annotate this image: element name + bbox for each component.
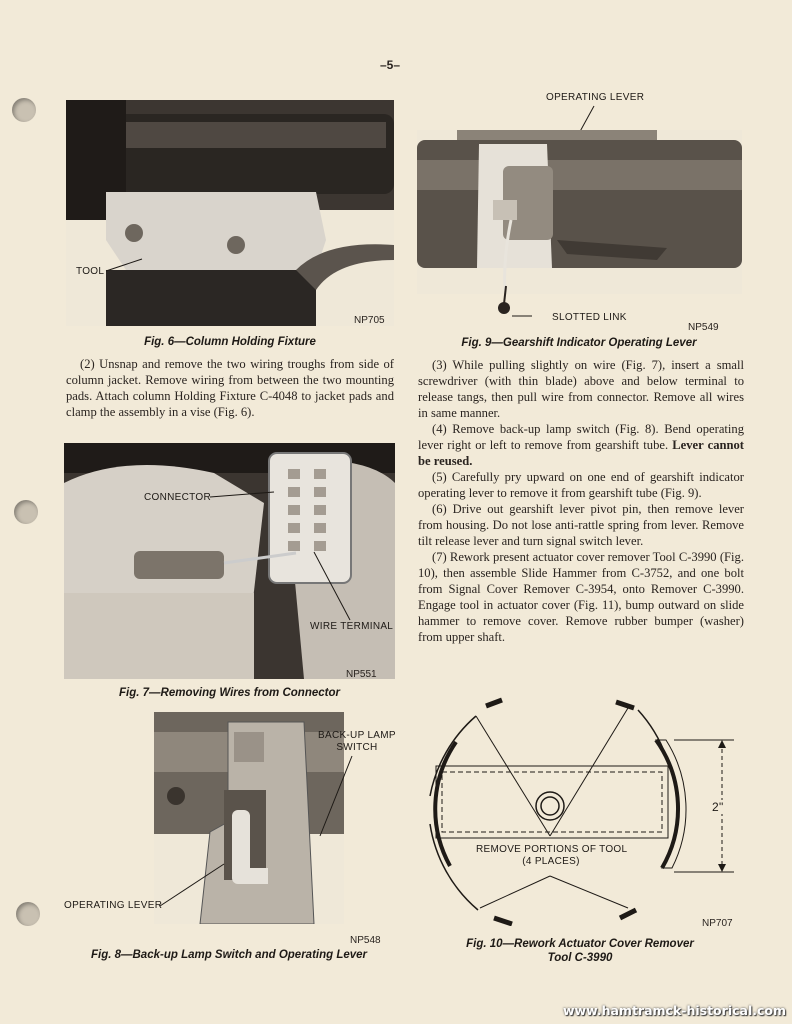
paragraph-4-text: (4) Remove back-up lamp switch (Fig. 8). Bend operating lever right or left to remove from gearshift tube. [418,422,744,452]
fig10-label-remove-portions [476,844,626,868]
binder-hole-bottom [16,902,40,926]
fig8-label-switch-line2: SWITCH [336,742,378,753]
fig8-code: NP548 [350,935,381,946]
fig8-label-operating-lever: OPERATING LEVER [64,900,163,911]
right-column-text [418,357,744,645]
fig7-wire-leader [312,550,356,622]
paragraph-5: (5) Carefully pry upward on one end of gearshift indicator operating lever to remove it from gearshift tube (Fig. 9). [418,470,744,500]
fig10-caption [430,937,730,965]
fig10-caption-line1: Fig. 10—Rework Actuator Cover Remover [466,938,694,950]
binder-hole-top [12,98,36,122]
paragraph-3: (3) While pulling slightly on wire (Fig. 7), insert a small screwdriver (with thin blade) above and below terminal to release tangs, then pull wire from connector. Remove all wires in same manner. [418,358,744,420]
fig7-caption: Fig. 7—Removing Wires from Connector [119,687,340,699]
left-column-text [66,356,394,420]
paragraph-2: (2) Unsnap and remove the two wiring troughs from side of column jacket. Remove wiring from between the two mounting pads. Attach column Holding Fixture C-4048 to jacket pads and clamp the assembly in a vise (Fig. 6). [66,357,394,419]
fig6-photo [66,100,394,326]
paragraph-6: (6) Drive out gearshift lever pivot pin, then remove lever from housing. Do not lose anti-rattle spring from lever. Remove tilt release lever and turn signal switch lever. [418,502,744,548]
fig7-connector-leader [208,488,278,502]
fig9-label-operating-lever: OPERATING LEVER [546,92,645,103]
fig10-remove-line1: REMOVE PORTIONS OF TOOL [476,844,628,855]
fig9-caption: Fig. 9—Gearshift Indicator Operating Lever [461,337,697,349]
page-number: –5– [380,58,401,72]
fig9-label-slotted-link: SLOTTED LINK [552,312,627,323]
fig6-illustration [66,100,394,326]
fig6-caption: Fig. 6—Column Holding Fixture [144,336,316,348]
fig7-label-connector: CONNECTOR [144,492,211,503]
fig9-code: NP549 [688,322,719,333]
fig6-label-tool: TOOL [76,266,105,277]
fig10-diagram [416,696,742,926]
fig8-caption: Fig. 8—Back-up Lamp Switch and Operating Lever [90,949,368,961]
fig9-photo [417,130,742,294]
paragraph-4 [418,421,744,469]
fig6-leader-line [104,256,144,276]
fig10-code: NP707 [702,918,733,929]
fig8-label-backup-lamp-switch [318,730,396,754]
fig7-label-wire-terminal: WIRE TERMINAL [310,621,394,632]
paragraph-4-warning: Lever cannot be reused. [418,438,744,468]
fig9-slotted-link-icon [488,284,532,324]
fig7-code: NP551 [346,669,377,680]
fig10-dimension: 2" [712,800,724,814]
fig8-lever-leader [158,860,228,910]
fig8-switch-leader [316,754,356,838]
fig8-label-switch-line1: BACK-UP LAMP [318,730,396,741]
binder-hole-middle [14,500,38,524]
fig10-remove-line2: (4 PLACES) [522,856,580,867]
fig10-caption-line2: Tool C-3990 [547,952,613,964]
fig6-code: NP705 [354,315,385,326]
fig9-illustration [417,130,742,294]
paragraph-7: (7) Rework present actuator cover remover Tool C-3990 (Fig. 10), then assemble Slide Hammer from C-3752, and one bolt from Signal Cover Remover C-3954, onto Remover C-3990. Engage tool in actuator cover (Fig. 11), bump outward on slide hammer to remove cover. Remove rubber bumper (washer) from upper shaft. [418,550,744,644]
watermark: www.hamtramck-historical.com [563,1003,786,1018]
